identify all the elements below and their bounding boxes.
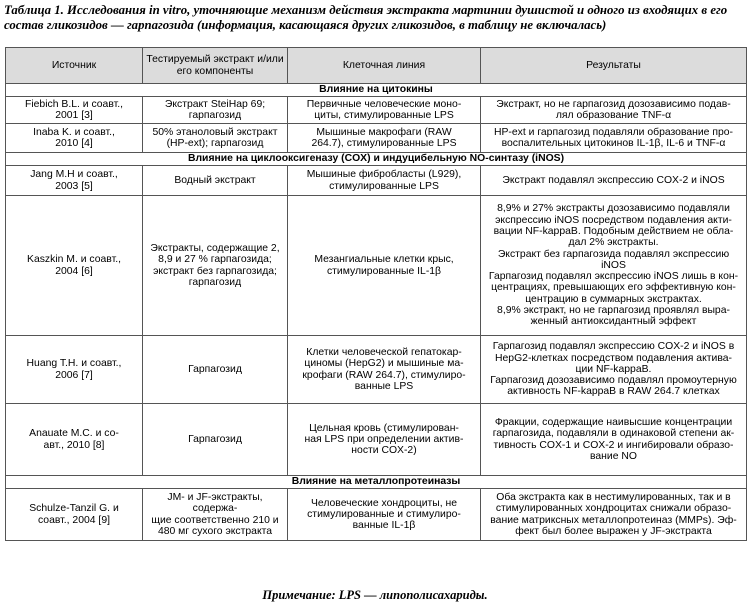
cell-line-text: 50% этаноловый экстракт — [152, 126, 278, 138]
section-title: Влияние на цитокины — [6, 84, 747, 97]
cell-line-text: гарпагозид — [188, 276, 242, 288]
cell-line-cell — [288, 404, 481, 476]
cell-line-text: вации NF-kappaB. Подобным действием не обла- — [493, 225, 734, 237]
cell-line-cell — [288, 166, 481, 196]
source-cell — [6, 166, 143, 196]
source-cell — [6, 124, 143, 153]
cell-line-text: соавт., 2004 [9] — [38, 514, 110, 526]
table-row — [6, 124, 747, 153]
cell-line-text: 2003 [5] — [55, 180, 93, 192]
table-row — [6, 336, 747, 404]
cell-line-text: стимулированных хондроцитах снижали образо- — [495, 503, 732, 515]
cell-line-text: лял образование TNF-α — [555, 110, 672, 121]
source-cell — [6, 336, 143, 404]
section-title: Влияние на металлопротеиназы — [6, 476, 747, 489]
cell-line-text: стимулированные и стимулиро- — [307, 508, 461, 520]
cell-line-text: ции NF-kappaB. — [575, 363, 652, 375]
cell-line-text: 8,9 и 27 % гарпагозида; — [158, 254, 272, 266]
cell-line-text: экспрессию iNOS посредством подавления акти- — [495, 214, 732, 226]
section-row — [6, 153, 747, 166]
cell-line-text: Fiebich B.L. и соавт., — [25, 98, 123, 110]
cell-line-text: Мышиные макрофаги (RAW — [316, 126, 452, 138]
cell-line-text: Мезангиальные клетки крыс, — [314, 254, 454, 266]
section-row — [6, 476, 747, 489]
cell-line-text: циномы (HepG2) и мышиные ма- — [304, 358, 464, 370]
cell-line-text: щие соответственно 210 и — [151, 514, 279, 526]
cell-line-text: тивность COX-1 и COX-2 и ингибировали образо- — [493, 439, 734, 451]
cell-line-text: Водный экстракт — [174, 174, 256, 186]
cell-line-text: Kaszkin M. и соавт., — [27, 254, 121, 266]
header-row — [6, 48, 747, 84]
cell-line-text: циты, стимулированные LPS — [314, 110, 454, 121]
results-cell — [481, 404, 747, 476]
cell-line-text: 2004 [6] — [55, 265, 93, 277]
cell-line-text: 8,9% экстракт, но не гарпагозид проявлял выра- — [497, 305, 730, 317]
cell-line-cell — [288, 489, 481, 541]
cell-line-text: гарпагозида, подавляли в одинаковой степени ак- — [492, 428, 735, 440]
section-title: Влияние на циклооксигеназу (COX) и индуцибельную NO-синтазу (iNOS) — [6, 153, 747, 166]
results-cell — [481, 124, 747, 153]
results-cell — [481, 196, 747, 336]
cell-line-text: стимулированные IL-1β — [326, 265, 442, 277]
cell-line-text: Человеческие хондроциты, не — [310, 497, 458, 509]
cell-line-text: авт., 2010 [8] — [43, 439, 105, 451]
cell-line-text: Гарпагозид — [188, 433, 242, 445]
cell-line-text: воспалительных цитокинов IL-1β, IL-6 и TNF-α — [501, 138, 726, 149]
table-caption: Таблица 1. Исследования in vitro, уточняющие механизм действия экстракта мартинии душистой и одного из входящих в его состав гликозидов — гарпагозида (информация, касающаяся других гликозидов, в таблицу не включалась) — [4, 3, 728, 32]
header-source: Источник — [6, 48, 143, 84]
cell-line-cell — [288, 97, 481, 124]
cell-line-text: 2001 [3] — [55, 110, 93, 121]
cell-line-text: Клетки человеческой гепатокар- — [306, 346, 462, 358]
cell-line-text: Экстракт без гарпагозида подавлял экспрессию — [497, 248, 730, 260]
cell-line-text: 2006 [7] — [55, 369, 93, 381]
header-extract: Тестируемый экстракт и/или его компоненты — [143, 48, 288, 84]
cell-line-text: (HP-ext); гарпагозид — [166, 138, 264, 149]
cell-line-text: HP-ext и гарпагозид подавляли образование про- — [494, 126, 733, 138]
cell-line-text: ная LPS при определении актив- — [304, 433, 464, 445]
cell-line-cell — [288, 196, 481, 336]
cell-line-text: Inaba K. и соавт., — [33, 126, 115, 138]
table-row — [6, 97, 747, 124]
cell-line-text: вание NO — [590, 450, 637, 462]
table-note: Примечание: LPS — липополисахариды. — [262, 588, 488, 602]
cell-line-text: JM- и JF-экстракты, содержа- — [167, 491, 263, 515]
table-row — [6, 489, 747, 541]
cell-line-text: стимулированные LPS — [329, 180, 439, 192]
cell-line-text: Фракции, содержащие наивысшие концентрации — [494, 416, 733, 428]
cell-line-text: 264.7), стимулированные LPS — [311, 138, 457, 149]
cell-line-text: женный антиоксидантный эффект — [530, 316, 697, 328]
cell-line-cell — [288, 124, 481, 153]
table-body — [6, 84, 747, 541]
cell-line-text: фект был более выражен у JF-экстракта — [515, 525, 712, 537]
extract-cell — [143, 404, 288, 476]
cell-line-text: iNOS — [601, 259, 626, 271]
extract-cell — [143, 124, 288, 153]
studies-table — [5, 47, 747, 541]
cell-line-text: Huang T.H. и соавт., — [26, 358, 122, 370]
source-cell — [6, 489, 143, 541]
cell-line-text: 480 мг сухого экстракта — [157, 525, 273, 537]
cell-line-text: Schulze-Tanzil G. и — [29, 503, 119, 515]
cell-line-text: Цельная кровь (стимулирован- — [309, 422, 459, 434]
cell-line-text: 8,9% и 27% экстракты дозозависимо подавляли — [497, 203, 730, 215]
cell-line-text: Оба экстракта как в нестимулированных, так и в — [496, 491, 731, 503]
cell-line-text: Гарпагозид подавлял экспрессию COX-2 и iNOS в — [492, 341, 735, 353]
cell-line-text: крофаги (RAW 264.7), стимулиро- — [302, 369, 466, 381]
cell-line-text: HepG2-клетках посредством подавления актива- — [495, 352, 732, 364]
cell-line-text: Мышиные фибробласты (L929), — [306, 169, 462, 181]
cell-line-text: Экстракт SteiHap 69; — [164, 98, 266, 110]
cell-line-text: Jang M.H и соавт., — [30, 169, 118, 181]
cell-line-text: Первичные человеческие моно- — [306, 98, 462, 110]
section-row — [6, 84, 747, 97]
extract-cell — [143, 97, 288, 124]
cell-line-text: Гарпагозид подавлял экспрессию iNOS лишь в кон- — [488, 271, 739, 283]
table-row — [6, 404, 747, 476]
extract-cell — [143, 196, 288, 336]
extract-cell — [143, 489, 288, 541]
cell-line-text: Anauate M.C. и со- — [29, 428, 119, 440]
cell-line-text: 2010 [4] — [55, 138, 93, 149]
cell-line-text: активность NF-kappaB в RAW 264.7 клетках — [507, 386, 720, 398]
cell-line-text: экстракт без гарпагозида; — [153, 265, 277, 277]
results-cell — [481, 97, 747, 124]
source-cell — [6, 404, 143, 476]
cell-line-text: центрациях, превышающих его эффективную кон- — [491, 282, 736, 294]
results-cell — [481, 489, 747, 541]
extract-cell — [143, 166, 288, 196]
cell-line-text: ванные LPS — [354, 380, 414, 392]
cell-line-text: центрацию в суммарных экстрактах. — [525, 293, 702, 305]
source-cell — [6, 97, 143, 124]
cell-line-cell — [288, 336, 481, 404]
cell-line-text: Гарпагозид — [188, 363, 242, 375]
table-row — [6, 166, 747, 196]
results-cell — [481, 166, 747, 196]
cell-line-text: Экстракт подавлял экспрессию COX-2 и iNOS — [502, 174, 725, 186]
cell-line-text: Экстракт, но не гарпагозид дозозависимо подав- — [496, 98, 731, 110]
cell-line-text: гарпагозид — [188, 110, 242, 121]
cell-line-text: Гарпагозид дозозависимо подавлял промоутерную — [490, 375, 737, 387]
results-cell — [481, 336, 747, 404]
cell-line-text: ности COX-2) — [351, 445, 417, 457]
cell-line-text: Экстракты, содержащие 2, — [150, 242, 280, 254]
cell-line-text: вание матриксных металлопротеиназ (MMPs). Эф- — [490, 514, 737, 526]
header-cell-line: Клеточная линия — [288, 48, 481, 84]
header-results: Результаты — [481, 48, 747, 84]
extract-cell — [143, 336, 288, 404]
source-cell — [6, 196, 143, 336]
table-row — [6, 196, 747, 336]
cell-line-text: ванные IL-1β — [352, 520, 416, 532]
cell-line-text: дал 2% экстракты. — [568, 237, 659, 249]
